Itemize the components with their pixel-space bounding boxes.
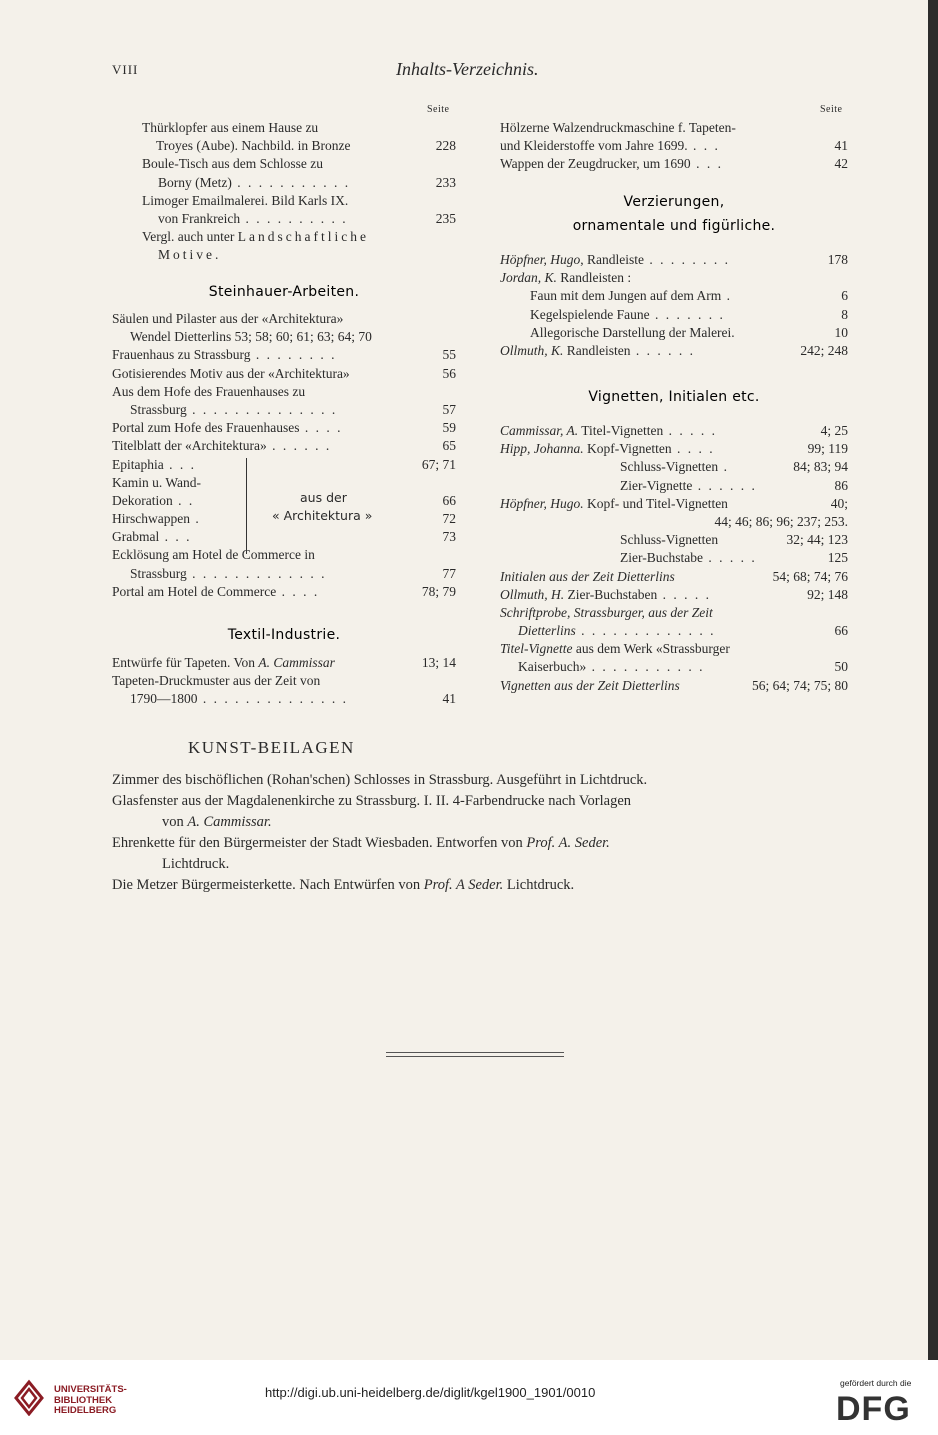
toc-entry: Portal zum Hofe des Frauenhauses . . . . 59: [112, 420, 456, 436]
right-column-top: [500, 119, 848, 174]
kunst-entry: Zimmer des bischöflichen (Rohan'schen) Schlosses in Strassburg. Ausgeführt in Lichtdruck.: [112, 772, 648, 788]
section-heading-kunst-beilagen: KUNST-BEILAGEN: [188, 738, 355, 757]
toc-entry: Schriftprobe, Strassburger, aus der Zeit: [500, 604, 713, 620]
toc-entry: Portal am Hotel de Commerce . . . . 78; 79: [112, 583, 456, 599]
toc-entry: Titel-Vignette aus dem Werk «Strassburger: [500, 641, 730, 657]
toc-entry: Zier-Vignette . . . . . . 86: [620, 477, 848, 493]
toc-entry: Hipp, Johanna. Kopf-Vignetten . . . . 99; 119: [500, 441, 848, 457]
page-edge-shadow: [928, 0, 938, 1360]
toc-entry: Strassburg . . . . . . . . . . . . . . 57: [130, 401, 456, 417]
toc-entry: Initialen aus der Zeit Dietterlins 54; 68; 74; 76: [500, 568, 848, 584]
toc-entry: Ollmuth, K. Randleisten . . . . . . 242; 248: [500, 342, 848, 358]
toc-entry: Dekoration . . 66: [112, 492, 456, 508]
toc-entry: Strassburg . . . . . . . . . . . . . 77: [130, 565, 456, 581]
closing-rule: [386, 1052, 564, 1053]
toc-entry: Vignetten aus der Zeit Dietterlins 56; 64; 74; 75; 80: [500, 677, 848, 693]
toc-entry: Faun mit dem Jungen auf dem Arm . 6: [530, 288, 848, 304]
section-heading-textil: Textil-Industrie.: [227, 627, 341, 643]
toc-entry: Kegelspielende Faune . . . . . . . 8: [530, 306, 848, 322]
section-heading-steinhauer: Steinhauer-Arbeiten.: [208, 284, 360, 300]
grouping-brace: [246, 458, 247, 554]
closing-rule: [386, 1056, 564, 1057]
toc-entry: Frauenhaus zu Strassburg . . . . . . . . 55: [112, 347, 456, 363]
toc-entry: Cammissar, A. Titel-Vignetten . . . . . 4; 25: [500, 423, 848, 438]
kunst-entry: von A. Cammissar.: [162, 814, 272, 830]
toc-entry: Ecklösung am Hotel de Commerce in: [112, 547, 315, 563]
permalink-url[interactable]: http://digi.ub.uni-heidelberg.de/diglit/kgel1900_1901/0010: [265, 1385, 596, 1400]
dfg-logo: DFG: [836, 1390, 911, 1428]
toc-entry: Gotisierendes Motiv aus der «Architektura» 56: [112, 365, 456, 381]
toc-entry: 1790—1800 . . . . . . . . . . . . . . 41: [130, 691, 456, 707]
toc-entry: Thürklopfer aus einem Hause zu: [142, 120, 319, 135]
toc-entry: Allegorische Darstellung der Malerei. 10: [530, 324, 848, 340]
brace-label-line2: « Architektura »: [272, 508, 373, 523]
toc-entry: Titelblatt der «Architektura» . . . . . . 65: [112, 438, 456, 454]
toc-entry: Wappen der Zeugdrucker, um 1690 . . . 42: [500, 156, 848, 172]
toc-entry: und Kleiderstoffe vom Jahre 1699. . . . 41: [500, 138, 848, 154]
section-heading-vignetten: Vignetten, Initialen etc.: [588, 389, 760, 405]
toc-entry: Tapeten-Druckmuster aus der Zeit von: [112, 673, 321, 689]
seite-label-left: Seite: [427, 104, 450, 115]
kunst-entry: Glasfenster aus der Magdalenenkirche zu Strassburg. I. II. 4-Farbendrucke nach Vorlagen: [112, 793, 632, 809]
toc-entry: Grabmal . . . 73: [112, 529, 456, 545]
vignetten-list: [500, 422, 848, 695]
toc-entry: Aus dem Hofe des Frauenhauses zu: [112, 383, 306, 399]
kunst-beilagen-list: [112, 770, 852, 896]
toc-entry: Ollmuth, H. Zier-Buchstaben . . . . . 92; 148: [500, 586, 848, 602]
textil-list: [112, 654, 456, 709]
toc-entry: Dietterlins . . . . . . . . . . . . . 66: [518, 623, 848, 639]
steinhauer-list: [112, 310, 456, 601]
university-library-logo-icon: [12, 1378, 46, 1416]
toc-entry: Motive.: [158, 247, 222, 263]
toc-entry: Limoger Emailmalerei. Bild Karls IX.: [142, 192, 349, 208]
brace-label-line1: aus der: [300, 490, 347, 505]
toc-entry: Schluss-Vignetten 32; 44; 123: [620, 532, 848, 548]
kunst-entry: Lichtdruck.: [162, 856, 230, 872]
page-title: Inhalts-Verzeichnis.: [396, 59, 539, 79]
university-library-name: UNIVERSITÄTS- BIBLIOTHEK HEIDELBERG: [54, 1384, 127, 1416]
toc-entry: Entwürfe für Tapeten. Von A. Cammissar 13; 14: [112, 655, 456, 670]
left-column: [112, 119, 456, 265]
section-subheading-verzierungen: ornamentale und figürliche.: [572, 218, 776, 234]
toc-entry: Höpfner, Hugo. Kopf- und Titel-Vignetten 40;: [500, 495, 848, 511]
toc-entry: Kaiserbuch» . . . . . . . . . . . 50: [518, 659, 848, 675]
seite-label-right: Seite: [820, 104, 843, 115]
toc-entry: von Frankreich . . . . . . . . . . 235: [158, 210, 456, 226]
verzierungen-list: [500, 251, 848, 360]
toc-entry: Hölzerne Walzendruckmaschine f. Tapeten-: [500, 120, 736, 135]
toc-entry: Vergl. auch unter Landschaftliche: [142, 229, 369, 245]
toc-entry: Wendel Dietterlins 53; 58; 60; 61; 63; 64; 70: [130, 329, 372, 345]
toc-entry: Epitaphia . . . 67; 71: [112, 456, 456, 472]
kunst-entry: Die Metzer Bürgermeisterkette. Nach Entwürfen von Prof. A Seder. Lichtdruck.: [112, 877, 575, 893]
toc-entry: Hirschwappen . 72: [112, 511, 456, 527]
toc-entry: Troyes (Aube). Nachbild. in Bronze 228: [156, 138, 456, 154]
page-number: VIII: [112, 62, 139, 77]
dfg-funding-label: gefördert durch die: [840, 1378, 912, 1388]
section-heading-verzierungen: Verzierungen,: [623, 194, 725, 210]
toc-entry: Boule-Tisch aus dem Schlosse zu: [142, 156, 323, 172]
toc-entry: Schluss-Vignetten . 84; 83; 94: [620, 459, 848, 475]
toc-entry: Säulen und Pilaster aus der «Architektura»: [112, 311, 344, 326]
toc-entry: Jordan, K. Randleisten :: [500, 270, 632, 286]
toc-entry: Zier-Buchstabe . . . . . 125: [620, 550, 848, 566]
kunst-entry: Ehrenkette für den Bürgermeister der Stadt Wiesbaden. Entworfen von Prof. A. Seder.: [112, 835, 610, 851]
toc-entry: Kamin u. Wand-: [112, 474, 202, 490]
toc-entry: Höpfner, Hugo, Randleiste . . . . . . . . 178: [500, 252, 848, 267]
toc-entry: Borny (Metz) . . . . . . . . . . . 233: [158, 174, 456, 190]
toc-entry: 44; 46; 86; 96; 237; 253.: [714, 513, 848, 529]
